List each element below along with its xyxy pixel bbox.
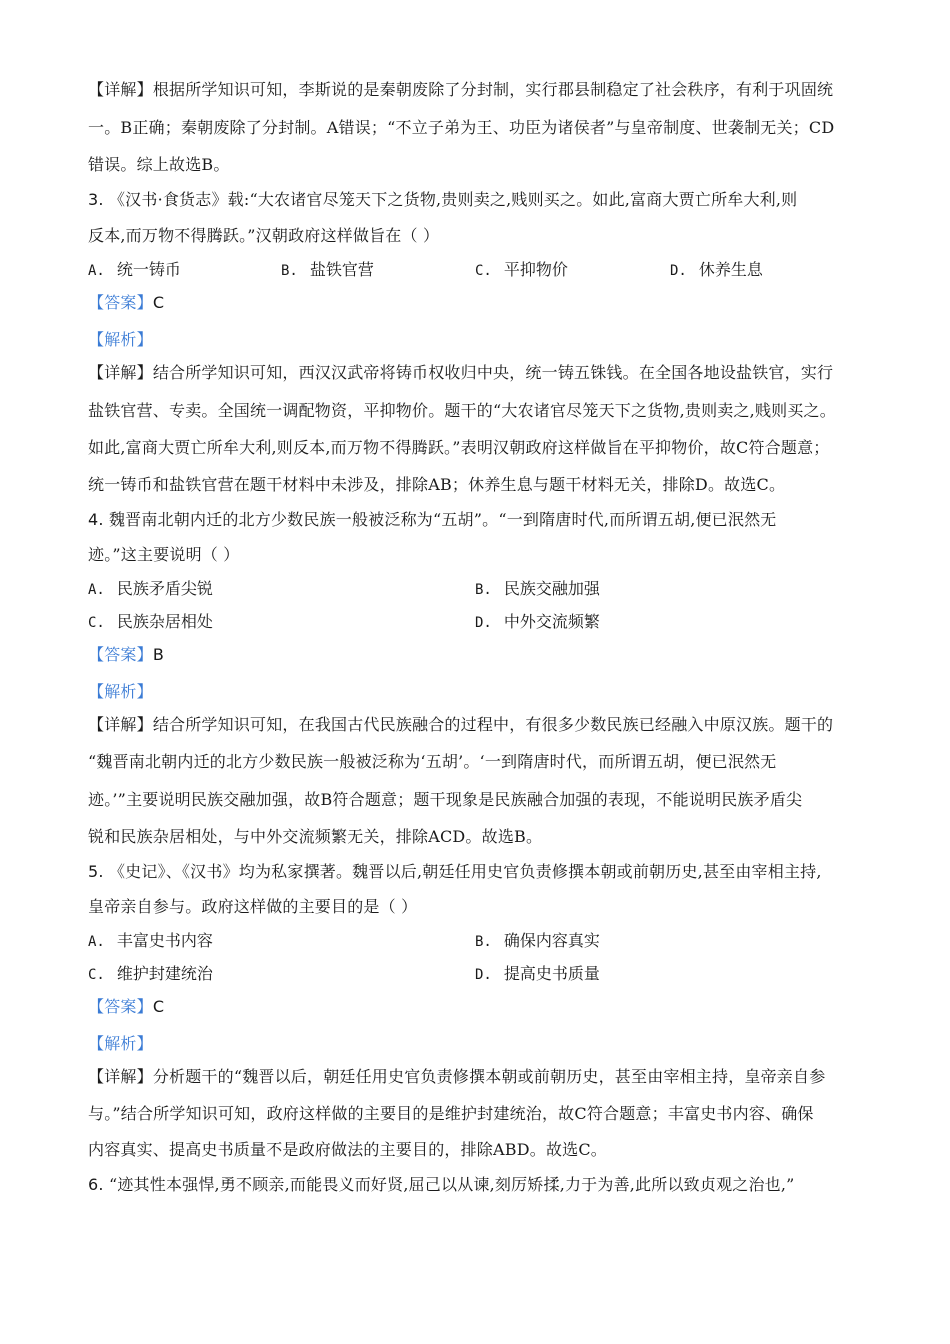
q3-detail-line-4: 统一铸币和盐铁官营在题干材料中未涉及，排除AB；休养生息与题干材料无关，排除D。故选C。 — [88, 475, 786, 494]
q5-analysis-tag: 【解析】 — [88, 1034, 153, 1053]
q5-stem-line-1: 5. 《史记》、《汉书》均为私家撰著。魏晋以后,朝廷任用史官负责修撰本朝或前朝历史,甚至由宰相主持, — [88, 862, 822, 881]
q3-analysis-tag: 【解析】 — [88, 330, 153, 349]
q4-option-b[interactable]: B. 民族交融加强 — [475, 579, 600, 598]
q4-answer: 【答案】B — [88, 645, 164, 664]
q4-detail-line-4: 锐和民族杂居相处，与中外交流频繁无关，排除ACD。故选B。 — [88, 827, 543, 846]
q5-answer: 【答案】C — [88, 997, 165, 1016]
q3-stem-line-1: 3. 《汉书·食货志》载:“大农诸官尽笼天下之货物,贵则卖之,贱则买之。如此,富商大贾亡所牟大利,则 — [88, 190, 798, 209]
prev-detail-line-3: 错误。综上故选B。 — [88, 155, 230, 174]
q3-stem-line-2: 反本,而万物不得腾跃。”汉朝政府这样做旨在（ ） — [88, 226, 440, 245]
q4-option-c[interactable]: C. 民族杂居相处 — [88, 612, 213, 631]
q3-detail-line-3: 如此,富商大贾亡所牟大利,则反本,而万物不得腾跃。”表明汉朝政府这样做旨在平抑物价，故C符合题意； — [88, 438, 830, 457]
q3-detail-line-1: 【详解】结合所学知识可知，西汉汉武帝将铸币权收归中央，统一铸五铢钱。在全国各地设盐铁官，实行 — [88, 363, 834, 382]
q3-option-b[interactable]: B. 盐铁官营 — [281, 260, 374, 279]
q4-stem-line-1: 4. 魏晋南北朝内迁的北方少数民族一般被泛称为“五胡”。“一到隋唐时代,而所谓五胡,便已泯然无 — [88, 510, 777, 529]
q3-option-c[interactable]: C. 平抑物价 — [475, 260, 568, 279]
q5-detail-line-3: 内容真实、提高史书质量不是政府做法的主要目的，排除ABD。故选C。 — [88, 1140, 607, 1159]
q4-analysis-tag: 【解析】 — [88, 682, 153, 701]
q5-option-c[interactable]: C. 维护封建统治 — [88, 964, 213, 983]
q4-stem-line-2: 迹。”这主要说明（ ） — [88, 545, 240, 564]
q5-option-d[interactable]: D. 提高史书质量 — [475, 964, 600, 983]
q5-detail-line-1: 【详解】分析题干的“魏晋以后，朝廷任用史官负责修撰本朝或前朝历史，甚至由宰相主持，皇帝亲自参 — [88, 1067, 826, 1086]
q3-answer: 【答案】C — [88, 293, 165, 312]
q3-option-a[interactable]: A. 统一铸币 — [88, 260, 181, 279]
q4-detail-line-3: 迹。’”主要说明民族交融加强，故B符合题意；题干现象是民族融合加强的表现，不能说明民族矛盾尖 — [88, 790, 803, 809]
prev-detail-line-1: 【详解】根据所学知识可知，李斯说的是秦朝废除了分封制，实行郡县制稳定了社会秩序，有利于巩固统 — [88, 80, 834, 99]
q4-option-a[interactable]: A. 民族矛盾尖锐 — [88, 579, 213, 598]
q5-stem-line-2: 皇帝亲自参与。政府这样做的主要目的是（ ） — [88, 897, 418, 916]
q4-option-d[interactable]: D. 中外交流频繁 — [475, 612, 600, 631]
q6-stem-line-1: 6. “迹其性本强悍,勇不顾亲,而能畏义而好贤,屈己以从谏,刻厉矫揉,力于为善,此所以致贞观之治也,” — [88, 1175, 795, 1194]
prev-detail-line-2: 一。B正确；秦朝废除了分封制。A错误；“不立子弟为王、功臣为诸侯者”与皇帝制度、世袭制无关；CD — [88, 118, 835, 137]
q4-detail-line-2: “魏晋南北朝内迁的北方少数民族一般被泛称为‘五胡’。‘一到隋唐时代，而所谓五胡，便已泯然无 — [88, 752, 777, 771]
q4-detail-line-1: 【详解】结合所学知识可知，在我国古代民族融合的过程中，有很多少数民族已经融入中原汉族。题干的 — [88, 715, 834, 734]
q5-option-b[interactable]: B. 确保内容真实 — [475, 931, 600, 950]
q3-detail-line-2: 盐铁官营、专卖。全国统一调配物资，平抑物价。题干的“大农诸官尽笼天下之货物,贵则卖之,贱则买之。 — [88, 401, 836, 420]
q3-option-d[interactable]: D. 休养生息 — [670, 260, 763, 279]
q5-detail-line-2: 与。”结合所学知识可知，政府这样做的主要目的是维护封建统治，故C符合题意；丰富史书内容、确保 — [88, 1104, 814, 1123]
q5-option-a[interactable]: A. 丰富史书内容 — [88, 931, 213, 950]
